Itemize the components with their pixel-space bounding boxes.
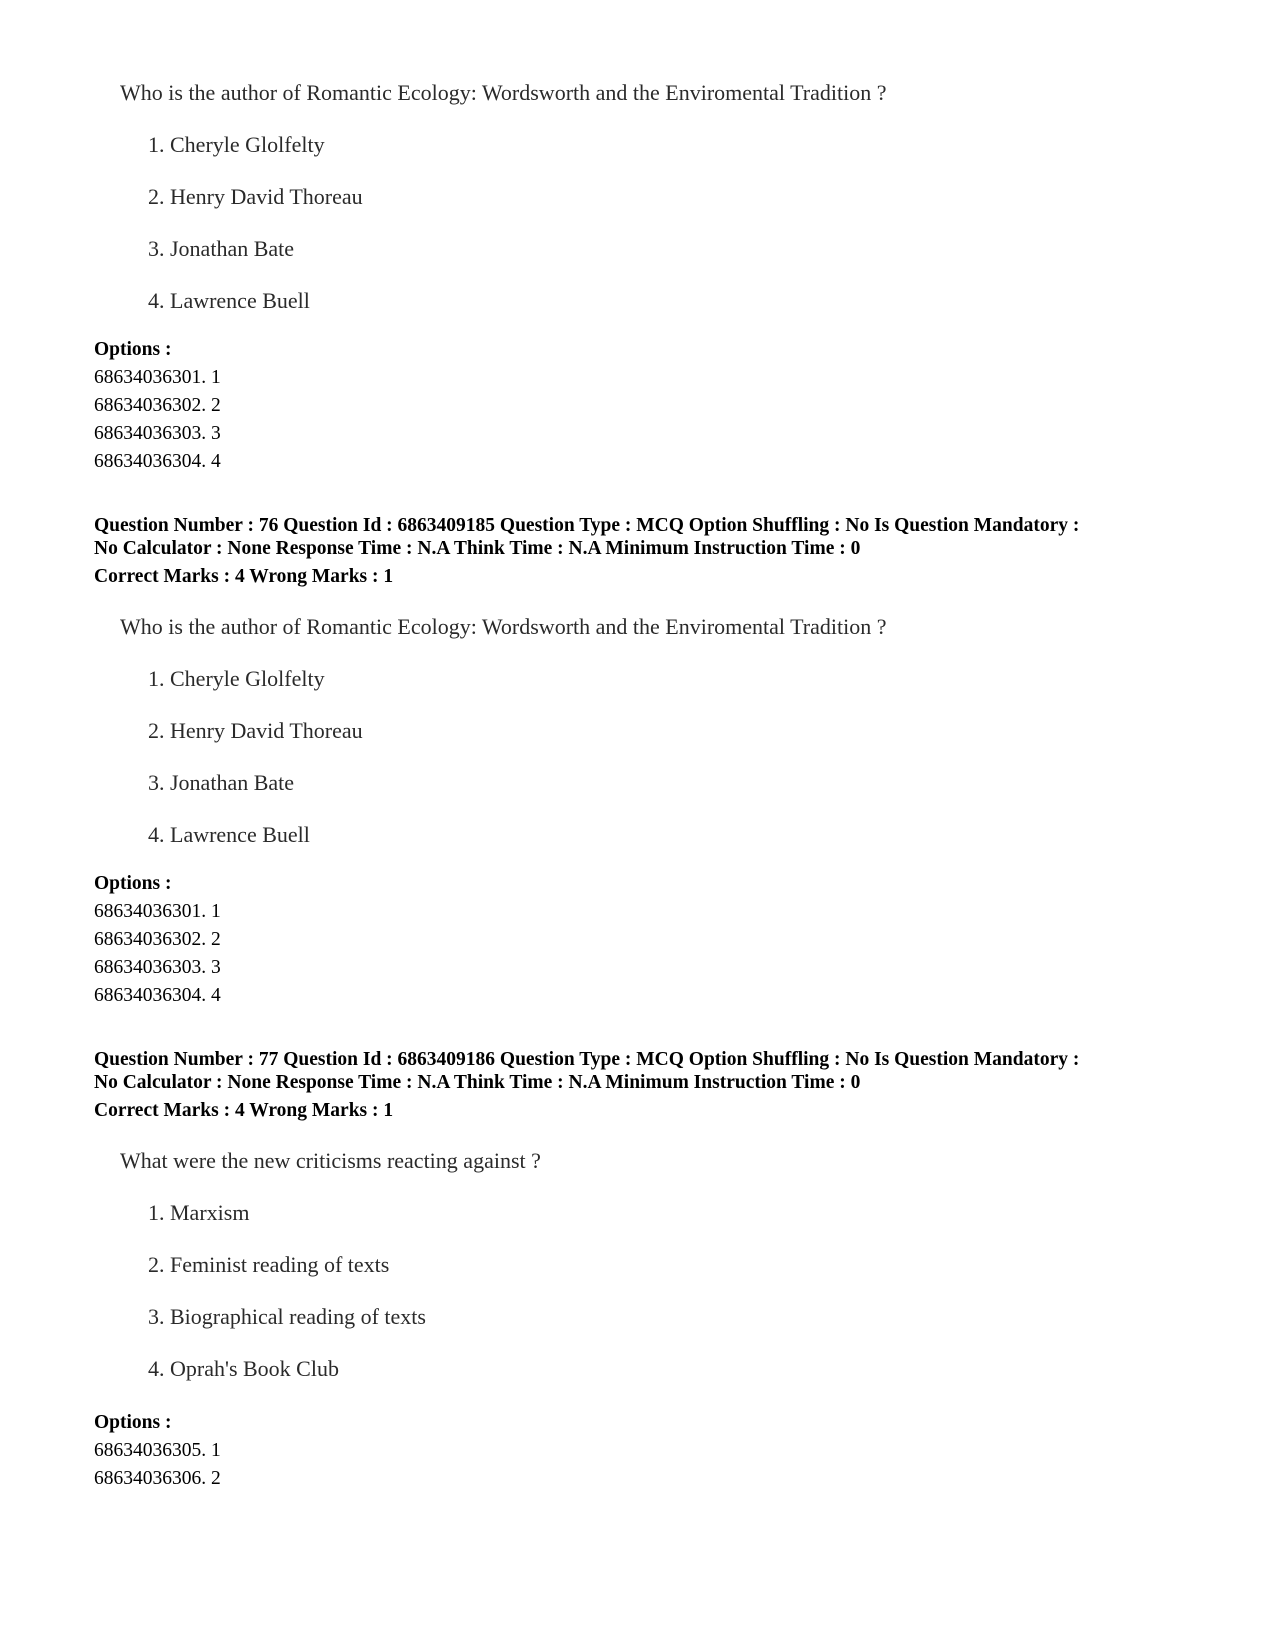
question-meta-line2: No Calculator : None Response Time : N.A Think Time : N.A Minimum Instruction Time : 0 <box>94 538 861 559</box>
question-meta-line1: Question Number : 77 Question Id : 6863409186 Question Type : MCQ Option Shuffling : No Is Question Mandatory : <box>94 1049 1080 1070</box>
question-marks: Correct Marks : 4 Wrong Marks : 1 <box>94 566 394 587</box>
option-line: 68634036303. 3 <box>94 423 221 444</box>
question-meta-line1: Question Number : 76 Question Id : 6863409185 Question Type : MCQ Option Shuffling : No Is Question Mandatory : <box>94 515 1080 536</box>
option-line: 68634036301. 1 <box>94 367 221 388</box>
choice-item: 3. Jonathan Bate <box>148 770 295 795</box>
option-line: 68634036304. 4 <box>94 985 221 1006</box>
choice-item: 1. Marxism <box>148 1200 250 1225</box>
choice-item: 3. Jonathan Bate <box>148 236 295 261</box>
option-line: 68634036303. 3 <box>94 957 221 978</box>
option-line: 68634036305. 1 <box>94 1440 221 1461</box>
question-text: Who is the author of Romantic Ecology: Wordsworth and the Enviromental Tradition ? <box>120 80 887 105</box>
option-line: 68634036302. 2 <box>94 929 221 950</box>
choice-item: 4. Oprah's Book Club <box>148 1356 339 1381</box>
question-marks: Correct Marks : 4 Wrong Marks : 1 <box>94 1100 394 1121</box>
option-line: 68634036301. 1 <box>94 901 221 922</box>
options-label: Options : <box>94 339 172 360</box>
choice-item: 1. Cheryle Glolfelty <box>148 666 325 691</box>
choice-item: 2. Henry David Thoreau <box>148 184 363 209</box>
choice-item: 2. Feminist reading of texts <box>148 1252 390 1277</box>
question-meta-line2: No Calculator : None Response Time : N.A Think Time : N.A Minimum Instruction Time : 0 <box>94 1072 861 1093</box>
choice-item: 3. Biographical reading of texts <box>148 1304 426 1329</box>
option-line: 68634036304. 4 <box>94 451 221 472</box>
choice-item: 4. Lawrence Buell <box>148 822 310 847</box>
options-label: Options : <box>94 1412 172 1433</box>
question-text: What were the new criticisms reacting against ? <box>120 1148 541 1173</box>
choice-item: 4. Lawrence Buell <box>148 288 310 313</box>
choice-item: 1. Cheryle Glolfelty <box>148 132 325 157</box>
choice-item: 2. Henry David Thoreau <box>148 718 363 743</box>
option-line: 68634036306. 2 <box>94 1468 221 1489</box>
option-line: 68634036302. 2 <box>94 395 221 416</box>
question-text: Who is the author of Romantic Ecology: Wordsworth and the Enviromental Tradition ? <box>120 614 887 639</box>
options-label: Options : <box>94 873 172 894</box>
